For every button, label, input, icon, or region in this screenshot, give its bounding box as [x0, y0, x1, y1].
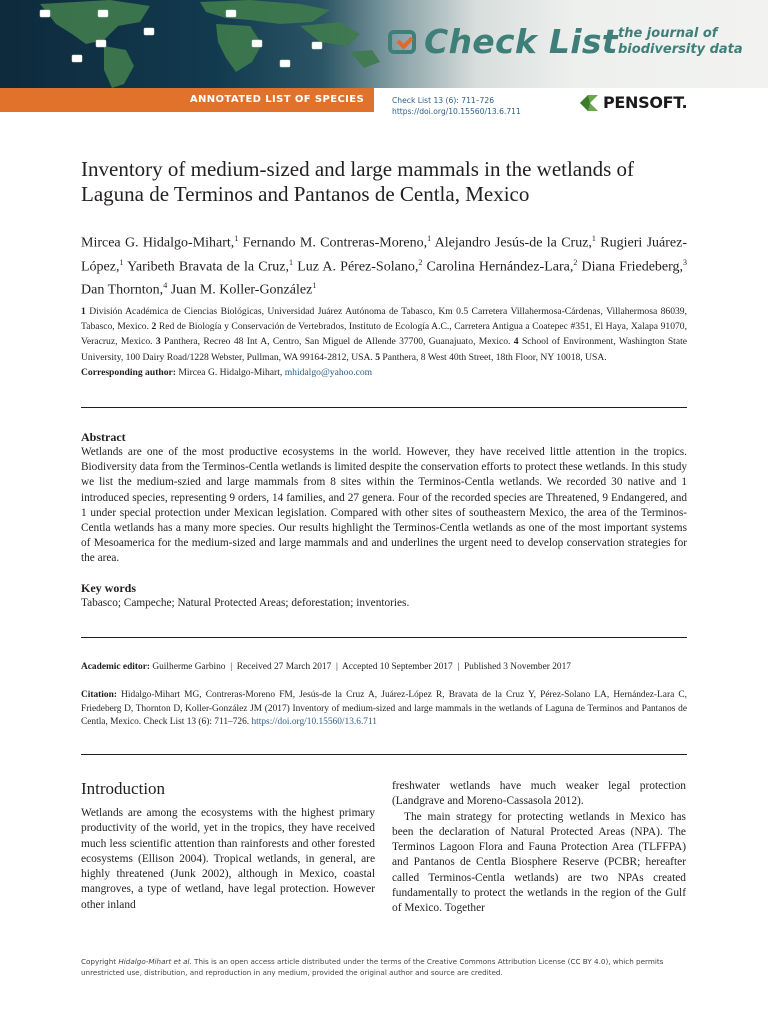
author-affiliation-number: 1 — [312, 281, 317, 291]
journal-tagline: the journal of biodiversity data — [618, 26, 743, 57]
author-affiliation-number: 2 — [418, 257, 423, 267]
author-affiliation-number: 1 — [427, 234, 432, 243]
corresponding-author: Corresponding author: Mircea G. Hidalgo-Mihart, mhidalgo@yahoo.com — [81, 367, 373, 378]
author-name: Yaribeth Bravata de la Cruz, — [127, 259, 290, 275]
keywords-text: Tabasco; Campeche; Natural Protected Areas; deforestation; inventories. — [81, 597, 410, 609]
copyright-footer: Copyright Hidalgo-Mihart et al. This is an open access article distributed under the terms of the Creative Commons Attribution License (CC BY 4.0), which permits unrestricted use, distribution, and reproduction in any medium, provided the original author and source are credited. — [81, 957, 664, 977]
affiliations — [81, 304, 687, 365]
affiliation-number: 4 — [513, 336, 522, 348]
volume-pages: Check List 13 (6): 711–726 — [392, 96, 495, 105]
affiliation-text: Panthera, Recreo 48 Int A, Centro, San Miguel de Allende 37700, Guanajuato, Mexico. — [164, 336, 514, 348]
paragraph: Wetlands are among the ecosystems with the highest primary productivity of the world, yet in the tropics, they have received much less scientific attention than rainforests and other forested ecosystems (Ellison 2004). Tropical wetlands, in general, are highly threatened (Junk 2002), although in Mexico, coastal mangroves, a type of wetland, have legal protection. However other inland — [81, 807, 375, 911]
email-link[interactable]: mhidalgo@yahoo.com — [284, 367, 373, 378]
affiliation-number: 1 — [81, 306, 90, 317]
divider — [81, 407, 687, 408]
intro-right-column — [392, 779, 686, 917]
article-title: Inventory of medium-sized and large mammals in the wetlands of Laguna de Terminos and Pantanos de Centla, Mexico — [81, 157, 635, 206]
affiliation-text: Panthera, 8 West 40th Street, 18th Floor, NY 10018, USA. — [382, 351, 607, 363]
editorial-info: Academic editor: Guilherme Garbino | Received 27 March 2017 | Accepted 10 September 2017 | Published 3 November 2017 — [81, 662, 571, 672]
citation-block: Citation: Hidalgo-Mihart MG, Contreras-Moreno FM, Jesús-de la Cruz A, Juárez-López R, Bravata de la Cruz Y, Pérez-Solano LA, Hernández-Lara C, Friedeberg D, Thornton D, Koller-González JM (2017) Inventory of medium-sized and large mammals in the wetlands of Laguna de Terminos and Pantanos de Centla, Mexico. Check List 13 (6): 711–726. https://doi.org/10.15560/13.6.711 — [81, 690, 688, 728]
abstract-heading: Abstract — [81, 430, 126, 444]
introduction-heading: Introduction — [81, 779, 166, 798]
citation-doi-link[interactable]: https://doi.org/10.15560/13.6.711 — [251, 717, 377, 728]
affiliation-text: Red de Biología y Conservación de Vertebrados, Instituto de Ecología A.C., Carretera Antigua a Coatepec #351, El Haya, Xalapa 91070, Veracruz, Mexico. — [81, 321, 687, 348]
affiliation-number: 2 — [151, 321, 159, 333]
author-name: Dan Thornton, — [81, 282, 164, 298]
affiliation-text: School of Environment, Washington State University, 100 Dairy Road/1228 Webster, Pullman, WA 99164-2812, USA. — [81, 336, 688, 363]
author-name: Rugieri Juárez-López, — [81, 235, 687, 275]
abstract-text: Wetlands are one of the most productive ecosystems in the world. However, they have received little attention in the tropics. Biodiversity data from the Terminos-Centla wetlands is limited despite the conservation efforts to protect these wetlands. In this study we list the medium-szied and large mammals from 8 sites within the Terminos-Centla wetlands. We recorded 30 native and 1 introduced species, representing 9 orders, 14 families, and 27 genera. Four of the recorded species are Threatened, 9 Endangered, and 1 under special protection under Mexican legislation. Compared with other sites of southeastern Mexico, the area of the Terminos-Centla wetlands has a many more species. Our results highlight the Terminos-Centla wetlands as one of the most important systems of Mesoamerica for the medium-sized and large mammals and and underlines the urgent need to develop conservation strategies for the area. — [81, 446, 687, 565]
affiliation-number: 3 — [155, 336, 165, 348]
doi-link[interactable]: https://doi.org/10.15560/13.6.711 — [392, 107, 521, 116]
author-name: Mircea G. Hidalgo-Mihart, — [81, 235, 235, 251]
divider — [81, 637, 687, 638]
journal-name: Check List — [424, 22, 618, 61]
intro-left-column — [81, 806, 375, 913]
affiliation-text: División Académica de Ciencias Biológicas, Universidad Juárez Autónoma de Tabasco, Km 0.5 Carretera Villahermosa-Cárdenas, Villahermosa 86039, Tabasco, Mexico. — [81, 306, 687, 333]
author-affiliation-number: 1 — [591, 234, 596, 243]
author-name: Carolina Hernández-Lara, — [426, 259, 574, 275]
author-name: Juan M. Koller-González — [170, 282, 313, 298]
author-name: Diana Friedeberg, — [581, 259, 684, 275]
journal-citation-header — [392, 95, 521, 117]
paragraph: freshwater wetlands have much weaker legal protection (Landgrave and Moreno-Cassasola 2012). — [392, 780, 686, 808]
author-affiliation-number: 3 — [683, 257, 688, 267]
affiliation-number: 5 — [375, 351, 383, 363]
author-affiliation-number: 4 — [163, 281, 168, 291]
pensoft-logo: PENSOFT. — [578, 93, 687, 112]
author-name: Luz A. Pérez-Solano, — [297, 259, 419, 275]
paragraph: The main strategy for protecting wetlands in Mexico has been the declaration of Natural Protected Areas (NPA). The Terminos Lagoon Flora and Fauna Protection Area (TLFFPA) and Pantanos de Centla Biosphere Reserve (PCBR; hereafter called Terminos-Centla wetlands) are two NPAs created fundamentally to protect the wetlands in the region of the Gulf of Mexico. Together — [392, 810, 686, 915]
pensoft-leaf-icon — [578, 94, 600, 112]
author-name: Alejandro Jesús-de la Cruz, — [434, 235, 592, 251]
checkbox-icon — [388, 30, 416, 54]
author-affiliation-number: 1 — [289, 257, 294, 267]
author-affiliation-number: 2 — [573, 257, 578, 267]
author-affiliation-number: 1 — [119, 257, 124, 267]
author-name: Fernando M. Contreras-Moreno, — [242, 235, 428, 251]
section-label: ANNOTATED LIST OF SPECIES — [0, 88, 374, 112]
journal-banner — [0, 0, 768, 88]
divider — [81, 754, 687, 755]
check-list-logo — [388, 22, 618, 61]
author-list — [81, 229, 687, 300]
author-affiliation-number: 1 — [234, 234, 239, 243]
keywords-heading: Key words — [81, 581, 136, 595]
